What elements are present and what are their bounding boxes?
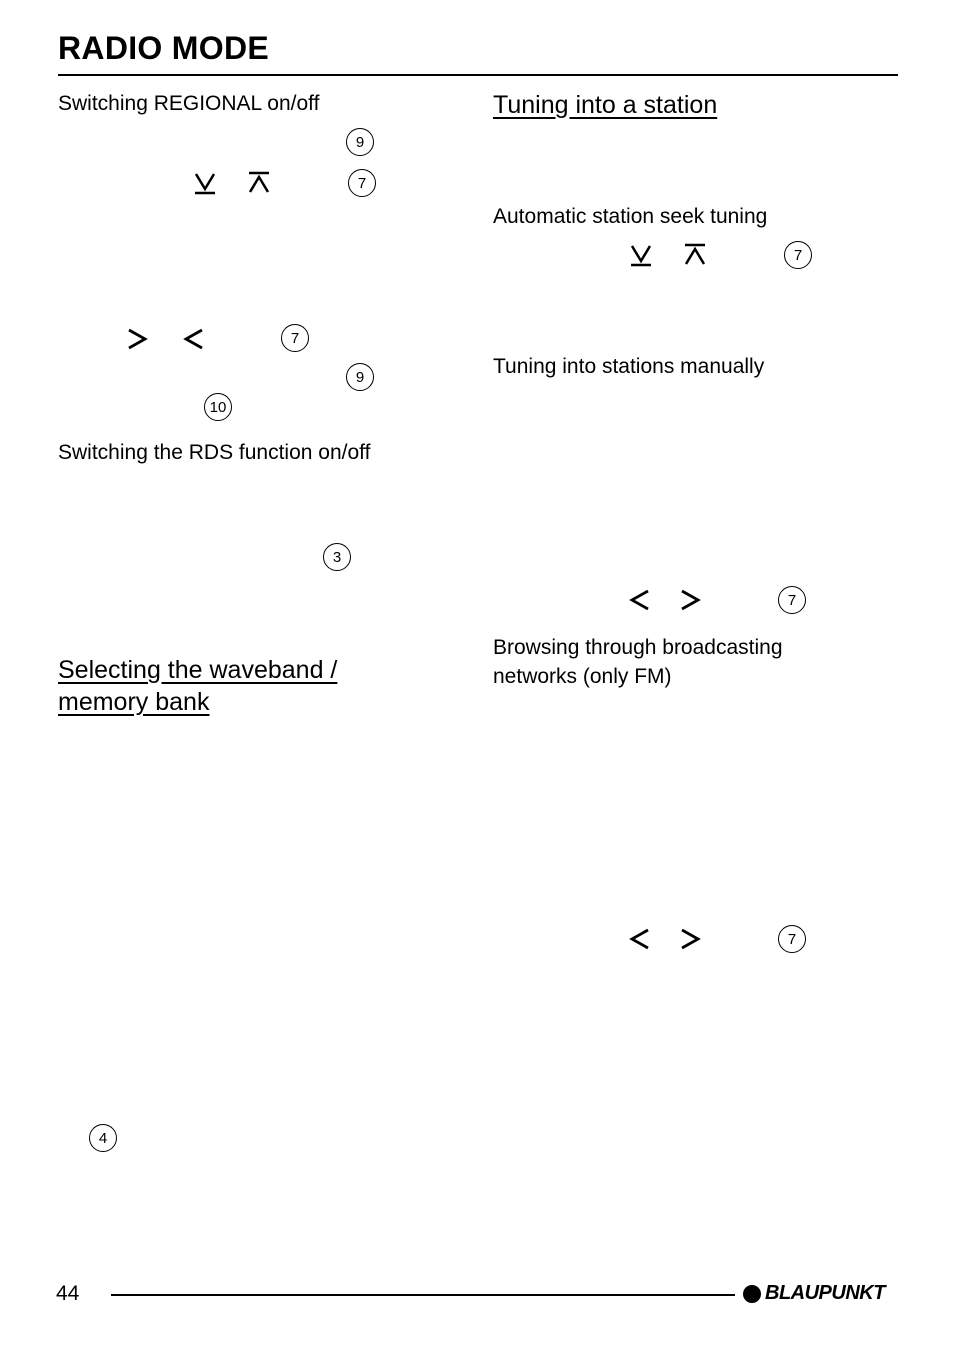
footer-divider	[111, 1294, 735, 1296]
brand-name: BLAUPUNKT	[765, 1282, 885, 1304]
arrow-left-icon	[629, 588, 651, 612]
page-title: RADIO MODE	[58, 30, 269, 66]
ref-circle-3: 3	[323, 543, 351, 571]
arrow-down-icon	[629, 243, 653, 267]
ref-circle-10: 10	[204, 393, 232, 421]
arrow-right-icon	[679, 588, 701, 612]
browse-heading-line1: Browsing through broadcasting	[493, 636, 783, 659]
seek-heading: Automatic station seek tuning	[493, 205, 768, 228]
ref-circle-7: 7	[784, 241, 812, 269]
brand-dot-icon	[743, 1285, 761, 1303]
waveband-heading-line2: memory bank	[58, 688, 210, 716]
page-number: 44	[56, 1282, 80, 1305]
waveband-heading-line1: Selecting the waveband /	[58, 656, 338, 684]
arrow-left-icon	[183, 327, 205, 351]
ref-circle-7: 7	[281, 324, 309, 352]
arrow-right-icon	[126, 327, 148, 351]
title-divider	[58, 74, 898, 76]
browse-heading-line2: networks (only FM)	[493, 665, 672, 688]
ref-circle-9: 9	[346, 128, 374, 156]
ref-circle-9: 9	[346, 363, 374, 391]
arrow-right-icon	[679, 927, 701, 951]
tuning-heading: Tuning into a station	[493, 91, 718, 119]
ref-circle-4: 4	[89, 1124, 117, 1152]
brand-logo	[743, 1282, 885, 1305]
rds-heading: Switching the RDS function on/off	[58, 441, 371, 464]
ref-circle-7: 7	[778, 925, 806, 953]
arrow-up-icon	[683, 243, 707, 267]
arrow-left-icon	[629, 927, 651, 951]
arrow-down-icon	[193, 171, 217, 195]
ref-circle-7: 7	[348, 169, 376, 197]
manual-heading: Tuning into stations manually	[493, 355, 765, 378]
ref-circle-7: 7	[778, 586, 806, 614]
arrow-up-icon	[247, 171, 271, 195]
regional-heading: Switching REGIONAL on/off	[58, 92, 320, 115]
